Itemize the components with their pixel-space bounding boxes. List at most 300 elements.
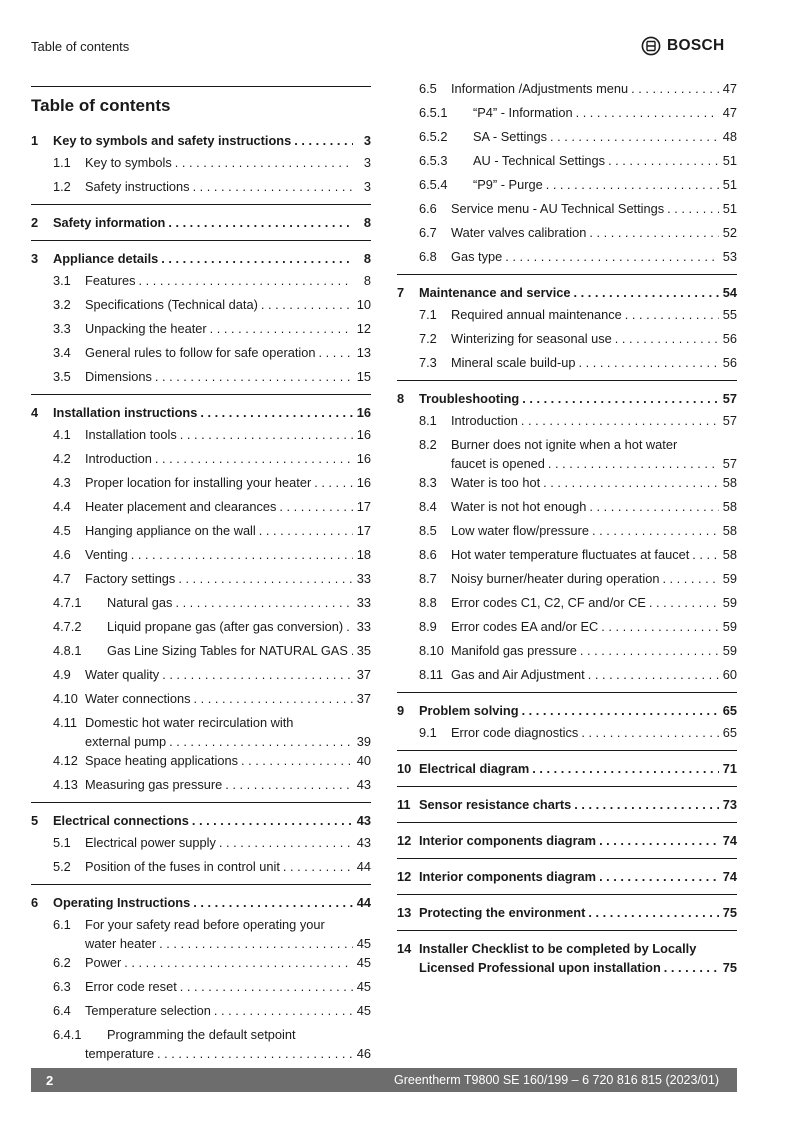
- page-title: Table of contents: [31, 96, 171, 115]
- entry-page: 16: [356, 405, 371, 420]
- entry-page: 59: [722, 619, 737, 634]
- entry-number: 6.5.2: [419, 129, 448, 144]
- entry-number: 8.7: [419, 571, 437, 586]
- section-rule: [31, 204, 371, 205]
- entry-title: Heater placement and clearances: [85, 499, 277, 514]
- entry-title: Factory settings: [85, 571, 176, 586]
- brand-name: BOSCH: [667, 37, 725, 54]
- entry-number: 5.1: [53, 835, 71, 850]
- toc-chapter-block: [31, 892, 371, 1062]
- leader-dots: [318, 342, 352, 364]
- toc-section-entry[interactable]: [397, 472, 737, 494]
- entry-title: Temperature selection: [85, 1003, 211, 1018]
- entry-title: Error codes C1, C2, CF and/or CE: [451, 595, 646, 610]
- toc-section-entry[interactable]: [31, 366, 371, 388]
- leader-dots: [193, 176, 353, 198]
- entry-number: 4.7.2: [53, 619, 82, 634]
- section-rule: [31, 884, 371, 885]
- entry-title-cont: faucet is opened: [451, 456, 545, 471]
- entry-page: 56: [722, 331, 737, 346]
- entry-page: 10: [356, 297, 371, 312]
- entry-title: Electrical power supply: [85, 835, 216, 850]
- toc-chapter-entry[interactable]: [397, 388, 737, 410]
- leader-dots: [543, 472, 719, 494]
- toc-chapter-block: [397, 282, 737, 374]
- toc-section-entry[interactable]: [31, 856, 371, 878]
- entry-title: Introduction: [85, 451, 152, 466]
- entry-title: Water quality: [85, 667, 160, 682]
- entry-page: 3: [363, 155, 371, 170]
- entry-number: 8: [397, 391, 405, 406]
- entry-title: Programming the default setpoint: [107, 1027, 296, 1042]
- entry-number: 4.7.1: [53, 595, 82, 610]
- entry-page: 8: [363, 273, 371, 288]
- entry-title: Measuring gas pressure: [85, 777, 223, 792]
- toc-section-entry[interactable]: [31, 750, 371, 772]
- toc-section-entry[interactable]: [31, 294, 371, 316]
- entry-title: Sensor resistance charts: [419, 797, 572, 812]
- entry-title: Water is too hot: [451, 475, 541, 490]
- entry-page: 43: [356, 813, 371, 828]
- leader-dots: [193, 892, 353, 914]
- toc-chapter-entry[interactable]: [31, 130, 371, 152]
- entry-title: Installation tools: [85, 427, 177, 442]
- entry-number: 4.4: [53, 499, 71, 514]
- entry-title: Gas and Air Adjustment: [451, 667, 585, 682]
- entry-page: 56: [722, 355, 737, 370]
- toc-section-entry[interactable]: [31, 664, 371, 686]
- entry-number: 6.5.3: [419, 153, 448, 168]
- entry-page: 39: [356, 734, 371, 749]
- entry-title: Natural gas: [107, 595, 173, 610]
- entry-number: 1.2: [53, 179, 71, 194]
- entry-page: 17: [356, 499, 371, 514]
- toc-chapter-block: [397, 902, 737, 924]
- entry-page: 16: [356, 451, 371, 466]
- toc-chapter-entry[interactable]: [31, 212, 371, 234]
- toc-section-entry[interactable]: [397, 126, 737, 148]
- toc-section-entry[interactable]: [31, 640, 371, 662]
- entry-number: 6: [31, 895, 39, 910]
- toc-section-entry[interactable]: [31, 712, 371, 734]
- toc-section-entry[interactable]: [31, 270, 371, 292]
- entry-title: Burner does not ignite when a hot water: [451, 437, 678, 452]
- entry-title: Electrical diagram: [419, 761, 530, 776]
- entry-title: SA - Settings: [473, 129, 547, 144]
- section-rule: [397, 930, 737, 931]
- section-rule: [397, 786, 737, 787]
- entry-number: 4.13: [53, 777, 78, 792]
- leader-dots: [194, 688, 353, 710]
- entry-page: 43: [356, 835, 371, 850]
- entry-page: 3: [363, 179, 371, 194]
- entry-title: Low water flow/pressure: [451, 523, 589, 538]
- entry-page: 65: [722, 703, 737, 718]
- toc-chapter-block: [31, 810, 371, 878]
- running-head: Table of contents: [31, 39, 130, 54]
- toc-section-entry[interactable]: [397, 328, 737, 350]
- entry-title: Dimensions: [85, 369, 152, 384]
- toc-section-entry[interactable]: [31, 914, 371, 936]
- leader-dots: [625, 304, 719, 326]
- entry-title: Troubleshooting: [419, 391, 520, 406]
- entry-page: 59: [722, 595, 737, 610]
- entry-number: 4.5: [53, 523, 71, 538]
- leader-dots: [667, 198, 719, 220]
- entry-number: 12: [397, 833, 412, 848]
- leader-dots: [522, 700, 719, 722]
- toc-chapter-entry[interactable]: [31, 810, 371, 832]
- toc-section-entry[interactable]: [397, 520, 737, 542]
- toc-section-entry[interactable]: [31, 568, 371, 590]
- entry-title: Operating Instructions: [53, 895, 191, 910]
- toc-section-entry[interactable]: [31, 342, 371, 364]
- leader-dots: [581, 722, 718, 744]
- entry-number: 4.1: [53, 427, 71, 442]
- entry-page: 13: [356, 345, 371, 360]
- toc-chapter-entry[interactable]: [31, 892, 371, 914]
- entry-title: Hot water temperature fluctuates at faucet: [451, 547, 690, 562]
- entry-number: 6.5.4: [419, 177, 448, 192]
- toc-chapter-entry[interactable]: [397, 794, 737, 816]
- entry-page: 48: [722, 129, 737, 144]
- entry-title: Appliance details: [53, 251, 159, 266]
- toc-section-entry[interactable]: [397, 592, 737, 614]
- toc-section-entry[interactable]: [397, 568, 737, 590]
- toc-section-entry[interactable]: [397, 640, 737, 662]
- toc-chapter-block: [397, 758, 737, 780]
- section-rule: [31, 802, 371, 803]
- entry-page: 46: [356, 1046, 371, 1061]
- entry-number: 1.1: [53, 155, 71, 170]
- entry-page: 37: [356, 667, 371, 682]
- entry-number: 12: [397, 869, 412, 884]
- leader-dots: [580, 640, 719, 662]
- leader-dots: [574, 282, 719, 304]
- entry-number: 8.6: [419, 547, 437, 562]
- entry-page: 73: [722, 797, 737, 812]
- toc-section-entry[interactable]: [31, 774, 371, 796]
- leader-dots: [578, 352, 718, 374]
- toc-section-entry[interactable]: [397, 722, 737, 744]
- toc-section-entry[interactable]: [31, 496, 371, 518]
- entry-page: 58: [722, 475, 737, 490]
- entry-page: 16: [356, 475, 371, 490]
- entry-page: 57: [722, 456, 737, 471]
- leader-dots: [180, 976, 353, 998]
- entry-number: 4.12: [53, 753, 78, 768]
- leader-dots: [294, 130, 353, 152]
- leader-dots: [214, 1000, 353, 1022]
- toc-section-entry[interactable]: [31, 152, 371, 174]
- leader-dots: [180, 424, 353, 446]
- entry-title: Water valves calibration: [451, 225, 587, 240]
- entry-page: 17: [356, 523, 371, 538]
- entry-title: Domestic hot water recirculation with: [85, 715, 294, 730]
- entry-title: General rules to follow for safe operation: [85, 345, 316, 360]
- entry-title: Key to symbols and safety instructions: [53, 133, 292, 148]
- leader-dots: [139, 270, 353, 292]
- entry-number: 8.4: [419, 499, 437, 514]
- entry-title: Hanging appliance on the wall: [85, 523, 256, 538]
- leader-dots: [175, 152, 353, 174]
- toc-section-entry[interactable]: [397, 150, 737, 172]
- toc-chapter-block: [397, 700, 737, 744]
- section-rule: [397, 822, 737, 823]
- entry-page: 8: [363, 215, 371, 230]
- entry-title: Safety instructions: [85, 179, 190, 194]
- leader-dots: [592, 520, 719, 542]
- toc-right-column: [397, 78, 737, 976]
- toc-left-column: [31, 130, 371, 1062]
- toc-chapter-entry[interactable]: [397, 282, 737, 304]
- entry-title: Proper location for installing your heater: [85, 475, 312, 490]
- entry-number: 3.3: [53, 321, 71, 336]
- entry-title: Mineral scale build-up: [451, 355, 576, 370]
- entry-page: 44: [356, 859, 371, 874]
- toc-chapter-entry[interactable]: [397, 902, 737, 924]
- leader-dots: [157, 1046, 353, 1062]
- toc-section-entry[interactable]: [397, 304, 737, 326]
- toc-chapter-block: [31, 212, 371, 234]
- leader-dots: [314, 472, 353, 494]
- toc-chapter-entry[interactable]: [397, 700, 737, 722]
- entry-title: Problem solving: [419, 703, 519, 718]
- entry-number: 7.1: [419, 307, 437, 322]
- toc-section-entry[interactable]: [31, 1000, 371, 1022]
- entry-page: 8: [363, 251, 371, 266]
- toc-section-entry[interactable]: [397, 222, 737, 244]
- toc-section-entry[interactable]: [397, 496, 737, 518]
- leader-dots: [192, 810, 353, 832]
- leader-dots: [346, 616, 353, 638]
- toc-chapter-entry[interactable]: [31, 248, 371, 270]
- entry-number: 3.5: [53, 369, 71, 384]
- section-rule: [397, 692, 737, 693]
- leader-dots: [599, 830, 719, 852]
- entry-number: 8.1: [419, 413, 437, 428]
- entry-number: 4.9: [53, 667, 71, 682]
- entry-page: 57: [722, 413, 737, 428]
- toc-section-entry[interactable]: [31, 616, 371, 638]
- toc-chapter-block: [31, 248, 371, 388]
- toc-section-entry[interactable]: [397, 78, 737, 100]
- leader-dots: [692, 544, 718, 566]
- entry-title: Error code reset: [85, 979, 177, 994]
- entry-page: 59: [722, 643, 737, 658]
- leader-dots: [649, 592, 719, 614]
- leader-dots: [546, 174, 719, 196]
- leader-dots: [161, 248, 353, 270]
- toc-section-entry[interactable]: [397, 352, 737, 374]
- entry-title: Space heating applications: [85, 753, 238, 768]
- entry-continuation: [31, 936, 371, 952]
- entry-title: Power: [85, 955, 122, 970]
- entry-title: Interior components diagram: [419, 833, 597, 848]
- entry-page: 15: [356, 369, 371, 384]
- toc-chapter-block: [397, 938, 737, 976]
- bosch-logo: [641, 36, 724, 56]
- leader-dots: [574, 794, 719, 816]
- entry-page: 65: [722, 725, 737, 740]
- entry-number: 6.4.1: [53, 1027, 82, 1042]
- toc-section-entry[interactable]: [31, 472, 371, 494]
- entry-page: 45: [356, 955, 371, 970]
- entry-number: 9.1: [419, 725, 437, 740]
- entry-page: 75: [722, 960, 737, 975]
- toc-section-entry[interactable]: [31, 976, 371, 998]
- entry-title: Manifold gas pressure: [451, 643, 577, 658]
- entry-number: 8.11: [419, 667, 443, 682]
- entry-number: 3.2: [53, 297, 71, 312]
- entry-page: 35: [356, 643, 371, 658]
- leader-dots: [589, 496, 718, 518]
- section-rule: [397, 274, 737, 275]
- entry-page: 44: [356, 895, 371, 910]
- leader-dots: [200, 402, 352, 424]
- leader-dots: [550, 126, 719, 148]
- toc-chapter-block: [397, 78, 737, 268]
- entry-title: Venting: [85, 547, 128, 562]
- entry-title-cont: Licensed Professional upon installation: [419, 960, 661, 975]
- entry-page: 71: [722, 761, 737, 776]
- toc-section-entry[interactable]: [31, 544, 371, 566]
- leader-dots: [601, 616, 719, 638]
- toc-section-entry[interactable]: [397, 544, 737, 566]
- entry-title: Error code diagnostics: [451, 725, 579, 740]
- toc-section-entry[interactable]: [397, 410, 737, 432]
- entry-number: 6.4: [53, 1003, 71, 1018]
- entry-page: 33: [356, 571, 371, 586]
- toc-section-entry[interactable]: [397, 174, 737, 196]
- toc-section-entry[interactable]: [397, 434, 737, 456]
- leader-dots: [576, 102, 719, 124]
- entry-page: 60: [722, 667, 737, 682]
- toc-section-entry[interactable]: [31, 1024, 371, 1046]
- entry-number: 8.9: [419, 619, 437, 634]
- toc-section-entry[interactable]: [397, 664, 737, 686]
- entry-title-cont: temperature: [85, 1046, 154, 1061]
- toc-section-entry[interactable]: [31, 832, 371, 854]
- entry-page: 51: [722, 153, 737, 168]
- leader-dots: [219, 832, 353, 854]
- entry-number: 1: [31, 133, 39, 148]
- entry-title: AU - Technical Settings: [473, 153, 606, 168]
- toc-section-entry[interactable]: [397, 198, 737, 220]
- entry-number: 4.2: [53, 451, 71, 466]
- toc-section-entry[interactable]: [31, 176, 371, 198]
- leader-dots: [241, 750, 353, 772]
- leader-dots: [532, 758, 719, 780]
- toc-chapter-block: [397, 866, 737, 888]
- entry-page: 33: [356, 619, 371, 634]
- entry-page: 55: [722, 307, 737, 322]
- toc-chapter-block: [31, 130, 371, 198]
- entry-number: 6.8: [419, 249, 437, 264]
- entry-number: 4.11: [53, 715, 77, 730]
- toc-section-entry[interactable]: [31, 952, 371, 974]
- entry-title: Water is not hot enough: [451, 499, 587, 514]
- entry-number: 8.8: [419, 595, 437, 610]
- section-rule: [31, 240, 371, 241]
- entry-page: 16: [356, 427, 371, 442]
- entry-title: Interior components diagram: [419, 869, 597, 884]
- title-rule: [31, 86, 371, 87]
- toc-chapter-entry[interactable]: [397, 938, 737, 960]
- toc-section-entry[interactable]: [31, 424, 371, 446]
- entry-continuation: [397, 456, 737, 472]
- leader-dots: [599, 866, 719, 888]
- entry-number: 6.5: [419, 81, 437, 96]
- section-rule: [31, 394, 371, 395]
- toc-section-entry[interactable]: [31, 318, 371, 340]
- toc-section-entry[interactable]: [31, 592, 371, 614]
- toc-section-entry[interactable]: [397, 102, 737, 124]
- entry-number: 4.10: [53, 691, 78, 706]
- entry-title: Unpacking the heater: [85, 321, 207, 336]
- entry-page: 45: [356, 1003, 371, 1018]
- entry-page: 40: [356, 753, 371, 768]
- entry-number: 6.7: [419, 225, 437, 240]
- entry-number: 6.5.1: [419, 105, 448, 120]
- document-reference: Greentherm T9800 SE 160/199 – 6 720 816 815 (2023/01): [393, 1073, 719, 1087]
- entry-number: 4.8.1: [53, 643, 82, 658]
- toc-chapter-entry[interactable]: [397, 866, 737, 888]
- entry-page: 12: [356, 321, 371, 336]
- entry-title: Installation instructions: [53, 405, 198, 420]
- toc-section-entry[interactable]: [31, 520, 371, 542]
- leader-dots: [662, 568, 718, 590]
- entry-page: 47: [722, 105, 737, 120]
- leader-dots: [588, 664, 719, 686]
- leader-dots: [615, 328, 719, 350]
- toc-chapter-entry[interactable]: [31, 402, 371, 424]
- entry-number: 8.5: [419, 523, 437, 538]
- leader-dots: [351, 640, 353, 662]
- toc-chapter-block: [397, 794, 737, 816]
- toc-section-entry[interactable]: [31, 688, 371, 710]
- toc-chapter-entry[interactable]: [397, 830, 737, 852]
- entry-title: “P4” - Information: [473, 105, 573, 120]
- entry-title: Required annual maintenance: [451, 307, 622, 322]
- leader-dots: [178, 568, 352, 590]
- entry-title: Error codes EA and/or EC: [451, 619, 599, 634]
- leader-dots: [589, 222, 718, 244]
- entry-number: 4: [31, 405, 39, 420]
- entry-number: 7.2: [419, 331, 437, 346]
- leader-dots: [548, 456, 719, 472]
- toc-section-entry[interactable]: [397, 246, 737, 268]
- leader-dots: [225, 774, 352, 796]
- page-number: 2: [46, 1072, 54, 1088]
- entry-continuation: [31, 734, 371, 750]
- leader-dots: [162, 664, 353, 686]
- toc-section-entry[interactable]: [397, 616, 737, 638]
- toc-chapter-entry[interactable]: [397, 758, 737, 780]
- entry-number: 2: [31, 215, 39, 230]
- leader-dots: [259, 520, 353, 542]
- entry-continuation: [31, 1046, 371, 1062]
- toc-section-entry[interactable]: [31, 448, 371, 470]
- entry-page: 59: [722, 571, 737, 586]
- entry-title: Winterizing for seasonal use: [451, 331, 612, 346]
- entry-page: 58: [722, 499, 737, 514]
- entry-page: 53: [722, 249, 737, 264]
- leader-dots: [631, 78, 719, 100]
- entry-page: 18: [356, 547, 371, 562]
- entry-title-cont: external pump: [85, 734, 167, 749]
- entry-title-cont: water heater: [85, 936, 157, 951]
